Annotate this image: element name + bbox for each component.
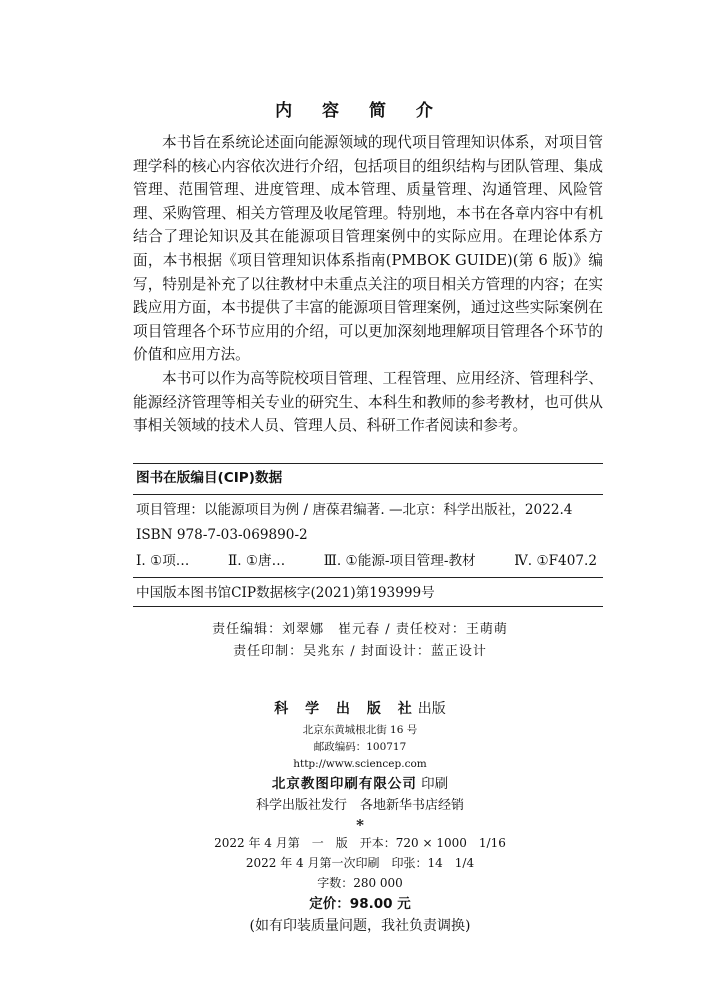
publisher-address: 北京东黄城根北街 16 号 [302,724,418,736]
page-title: 内 容 简 介 [275,101,445,121]
cip-heading: 图书在版编目(CIP)数据 [136,470,283,486]
printer-line [0,773,720,795]
cip-data-block [133,463,603,607]
publisher-url: http://www.sciencep.com [293,758,427,770]
publisher-line [0,696,720,722]
edition-line: 2022 年 4 月第 一 版 开本：720 × 1000 1/16 [214,836,506,850]
cip-check-number: 中国版本图书馆CIP数据核字(2021)第193999号 [133,577,603,606]
printer-suffix: 印刷 [421,776,449,792]
printer-name: 北京教图印刷有限公司 [271,776,417,792]
editor-credits [0,619,720,663]
cip-class-4: Ⅳ. ①F407.2 [514,553,597,569]
cip-classification [133,548,603,574]
cip-class-1: Ⅰ. ①项… [136,553,190,569]
price: 定价：98.00 元 [309,896,411,912]
cip-record: 项目管理：以能源项目为例 / 唐葆君编著. —北京：科学出版社，2022.4 [133,494,603,523]
publisher-suffix: 出版 [417,701,446,717]
separator-star: * [356,816,364,834]
word-count: 字数：280 000 [317,876,403,890]
cip-class-3: Ⅲ. ①能源-项目管理-教材 [323,553,476,569]
editor-credits-line-1: 责任编辑：刘翠娜 崔元春 / 责任校对：王萌萌 [212,622,508,637]
publication-info [0,696,720,937]
editor-credits-line-2: 责任印制：吴兆东 / 封面设计：蓝正设计 [233,644,487,659]
cip-isbn: ISBN 978-7-03-069890-2 [136,527,308,543]
quality-note: (如有印装质量问题，我社负责调换) [249,918,471,934]
publisher-name: 科 学 出 版 社 [274,701,418,717]
intro-paragraph-2: 本书可以作为高等院校项目管理、工程管理、应用经济、管理科学、能源经济管理等相关专业的研究生、本科生和教师的参考教材，也可供从事相关领域的技术人员、管理人员、科研工作者阅读和参考。 [133,369,603,435]
cip-class-2: Ⅱ. ①唐… [227,553,286,569]
printing-line: 2022 年 4 月第一次印刷 印张：14 1/4 [245,856,475,870]
publisher-postcode: 邮政编码：100717 [313,741,407,753]
distribution-line: 科学出版社发行 各地新华书店经销 [255,798,464,813]
intro-paragraph-1: 本书旨在系统论述面向能源领域的现代项目管理知识体系，对项目管理学科的核心内容依次进行介绍，包括项目的组织结构与团队管理、集成管理、范围管理、进度管理、成本管理、质量管理、沟通管理、风险管理、采购管理、相关方管理及收尾管理。特别地，本书在各章内容中有机结合了理论知识及其在能源项目管理案例中的实际应用。在理论体系方面，本书根据《项目管理知识体系指南(PMBOK GUIDE)(第 6 版)》编写，特别是补充了以往教材中未重点关注的项目相关方管理的内容；在实践应用方面，本书提供了丰富的能源项目管理案例，通过这些实际案例在项目管理各个环节应用的介绍，可以更加深刻地理解项目管理各个环节的价值和应用方法。 [133,134,603,364]
book-introduction [133,131,603,438]
